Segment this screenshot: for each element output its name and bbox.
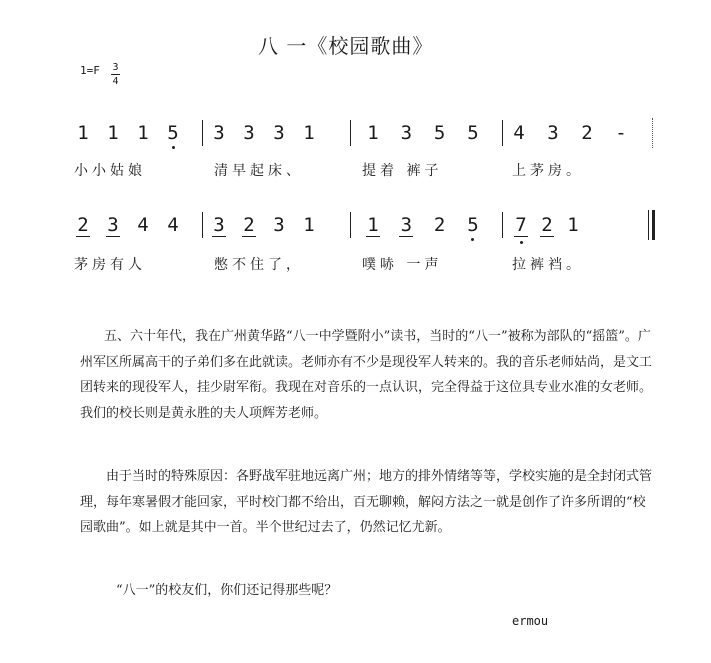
note: 1 — [303, 214, 315, 236]
note: 3 — [400, 214, 413, 236]
note: 4 — [137, 214, 149, 236]
note: 4 — [167, 214, 179, 236]
note: 1 — [137, 122, 149, 144]
paragraph: 由于当时的特殊原因：各野战军驻地远离广州；地方的排外情绪等等，学校实施的是全封闭式管理，每年寒暑假才能回家，平时校门都不给出，百无聊赖，解闷方法之一就是创作了许多所谓的“校园歌曲”。如上就是其中一首。半个世纪过去了，仍然记忆尤新。 — [80, 469, 653, 535]
final-bar-thin — [648, 210, 649, 240]
bar-line — [350, 120, 351, 146]
note: 2 — [77, 214, 89, 236]
signature: ermou — [512, 614, 549, 628]
lyric: 噗哧 一声 — [362, 257, 443, 273]
note: 3 — [243, 122, 255, 144]
paragraph: 五、六十年代，我在广州黄华路“八一中学暨附小”读书，当时的“八一”被称为部队的“摇篮”。广州军区所属高干的子弟们多在此就读。老师亦有不少是现役军人转来的。我的音乐老师姑尚，是文工团转来的现役军人，挂少尉军衔。我现在对音乐的一点认识，完全得益于这位具专业水准的女老师。我们的校长则是黄永胜的夫人项辉芳老师。 — [80, 329, 653, 421]
measure-2-1 — [76, 214, 180, 237]
note: 1 — [367, 122, 379, 144]
note: 5 — [467, 122, 479, 144]
note: 2 — [581, 122, 593, 144]
note: 2 — [541, 214, 553, 236]
measure-1-1 — [76, 122, 180, 144]
note: 7 — [514, 214, 528, 237]
dash: - — [615, 122, 627, 144]
note: 5 — [433, 122, 446, 144]
note: 3 — [273, 214, 285, 236]
time-signature — [111, 62, 120, 87]
measure-1-4 — [512, 122, 628, 144]
measure-2-4 — [514, 214, 580, 237]
low-octave-dot — [172, 146, 175, 149]
bar-line — [350, 212, 351, 238]
lyric: 拉裤裆。 — [512, 257, 584, 273]
note: 3 — [547, 122, 559, 144]
note: 2 — [433, 214, 446, 236]
note: 1 — [77, 122, 89, 144]
measure-1-3 — [366, 122, 480, 144]
lyric: 清早起床、 — [214, 163, 304, 179]
bar-line — [202, 120, 203, 146]
note: 5 — [166, 122, 180, 144]
note: 3 — [213, 122, 225, 144]
note: 3 — [273, 122, 285, 144]
low-octave-dot — [471, 238, 474, 241]
lyric: 上茅房。 — [512, 163, 584, 179]
bar-line-dotted — [652, 118, 653, 148]
bar-line — [502, 212, 503, 238]
low-octave-dot — [520, 241, 523, 244]
lyric: 提着 裤子 — [362, 163, 443, 179]
note: 2 — [243, 214, 255, 236]
note: 1 — [107, 122, 119, 144]
note: 1 — [367, 214, 379, 236]
lyric: 茅房有人 — [74, 257, 146, 273]
note: 1 — [567, 214, 579, 236]
page-title: 八 一《校园歌曲》 — [258, 34, 434, 58]
key-signature: 1=F — [80, 64, 100, 77]
final-bar-thick — [652, 210, 655, 240]
note: 3 — [213, 214, 225, 236]
note: 3 — [400, 122, 413, 144]
measure-2-3 — [366, 214, 480, 237]
time-signature-bottom: 4 — [112, 76, 119, 87]
lyric: 小小姑娘 — [74, 163, 146, 179]
lyric: 憋不住了， — [214, 257, 304, 273]
bar-line — [202, 212, 203, 238]
time-signature-top: 3 — [112, 62, 119, 73]
note: 1 — [303, 122, 315, 144]
measure-1-2 — [212, 122, 316, 144]
measure-2-2 — [212, 214, 316, 237]
note: 5 — [466, 214, 480, 237]
note: 4 — [513, 122, 525, 144]
paragraph: “八一”的校友们，你们还记得那些呢？ — [116, 583, 338, 598]
note: 3 — [107, 214, 119, 236]
bar-line — [502, 120, 503, 146]
